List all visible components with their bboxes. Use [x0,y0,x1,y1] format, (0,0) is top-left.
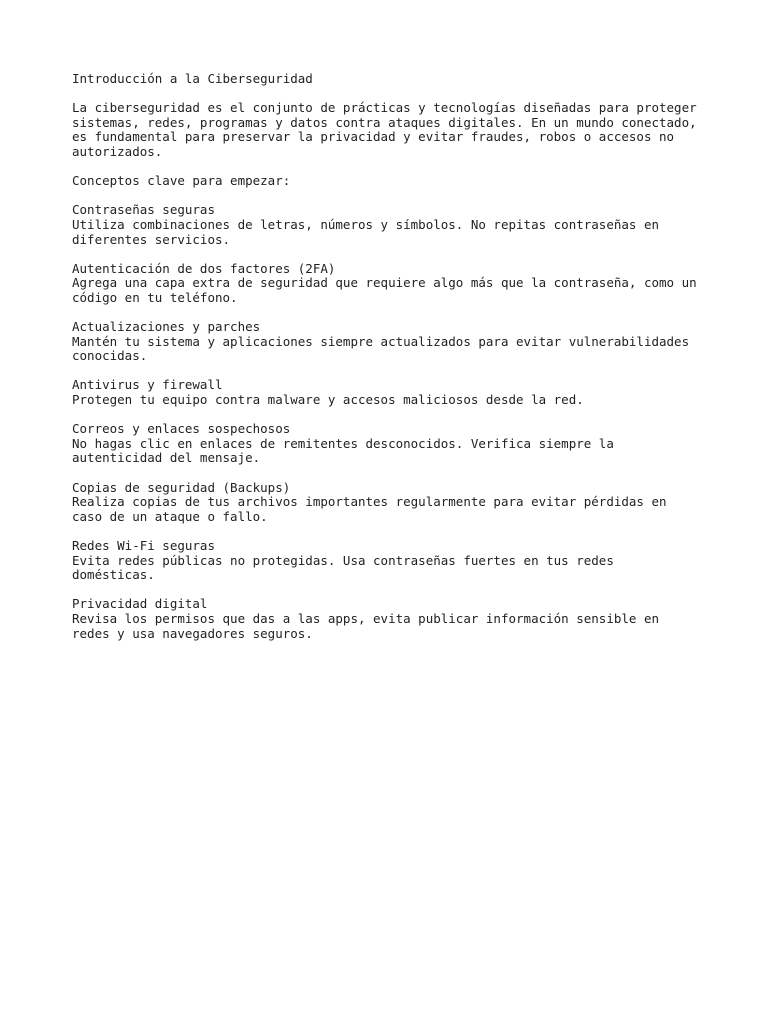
concept-title: Privacidad digital [72,596,208,612]
spacer [72,364,698,379]
spacer [72,524,698,539]
spacer [72,466,698,481]
spacer [72,583,698,598]
concept-section [72,203,698,247]
spacer [72,160,698,175]
spacer [72,189,698,204]
spacer [72,408,698,423]
concept-line: conocidas. [72,348,148,364]
intro-line: La ciberseguridad es el conjunto de prácticas y tecnologías diseñadas para proteger [72,100,697,116]
concept-title: Contraseñas seguras [72,202,215,218]
concept-line: autenticidad del mensaje. [72,450,261,466]
concept-line: Revisa los permisos que das a las apps, evita publicar información sensible en [72,610,659,626]
concept-line: caso de un ataque o fallo. [72,508,268,524]
intro-line: sistemas, redes, programas y datos contra ataques digitales. En un mundo conectado, [72,114,697,130]
concept-section [72,481,698,525]
concept-title: Antivirus y firewall [72,377,223,393]
intro-paragraph [72,101,698,159]
intro-line: autorizados. [72,143,163,159]
concept-line: Mantén tu sistema y aplicaciones siempre actualizados para evitar vulnerabilidades [72,333,690,349]
concept-section [72,539,698,583]
concept-section [72,597,698,641]
concept-title: Redes Wi-Fi seguras [72,538,215,553]
concept-line: Evita redes públicas no protegidas. Usa contraseñas fuertes en tus redes [72,552,614,568]
intro-line: es fundamental para preservar la privacidad y evitar fraudes, robos o accesos no [72,129,675,145]
concept-title: Autenticación de dos factores (2FA) [72,260,336,276]
concept-line: redes y usa navegadores seguros. [72,625,313,641]
concept-title: Actualizaciones y parches [72,319,261,335]
concept-line: diferentes servicios. [72,231,231,247]
concept-line: domésticas. [72,567,155,583]
concept-title: Correos y enlaces sospechosos [72,421,291,437]
document-title: Introducción a la Ciberseguridad [72,71,313,86]
spacer [72,87,698,102]
concept-section [72,422,698,466]
concept-line: Protegen tu equipo contra malware y accesos maliciosos desde la red. [72,392,584,408]
concept-line: Realiza copias de tus archivos importantes regularmente para evitar pérdidas en [72,494,667,510]
concepts-heading: Conceptos clave para empezar: [72,173,291,189]
concept-line: Utiliza combinaciones de letras, números y símbolos. No repitas contraseñas en [72,216,659,232]
spacer [72,306,698,321]
concept-line: No hagas clic en enlaces de remitentes desconocidos. Verifica siempre la [72,435,614,451]
concept-title: Copias de seguridad (Backups) [72,479,291,495]
concept-section [72,262,698,306]
spacer [72,247,698,262]
concept-line: código en tu teléfono. [72,289,238,305]
concept-section [72,378,698,407]
concept-section [72,320,698,364]
concept-line: Agrega una capa extra de seguridad que requiere algo más que la contraseña, como un [72,275,697,291]
